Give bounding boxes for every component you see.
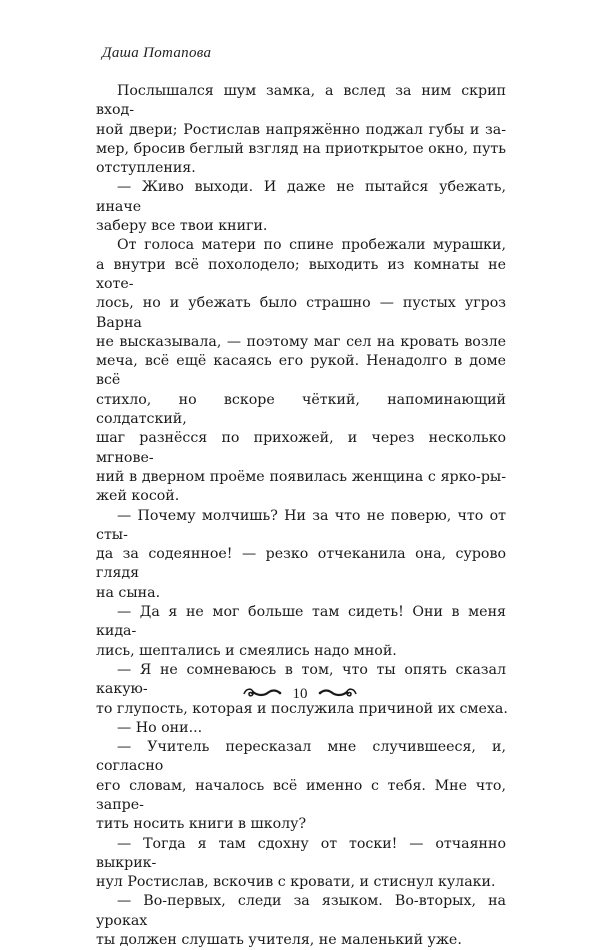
text-line: лось, но и убежать было страшно — пустых угроз Варна: [96, 295, 506, 331]
text-line: — Живо выходи. И даже не пытайся убежать, иначе: [96, 179, 506, 215]
text-line: тить носить книги в школу?: [96, 816, 307, 833]
text-line: — Тогда я там сдохну от тоски! — отчаянно выкрик-: [96, 835, 506, 871]
text-line: — Но они...: [117, 719, 203, 736]
text-line: — Во-первых, следи за языком. Во-вторых, на уроках: [96, 893, 506, 929]
page-footer: [0, 684, 600, 703]
paragraph: [96, 892, 506, 950]
text-line: да за содеянное! — резко отчеканила она, сурово глядя: [96, 546, 506, 582]
running-head: Даша Потапова: [102, 45, 212, 61]
text-line: ты должен слушать учителя, не маленький уже.: [96, 932, 462, 949]
text-line: лись, шептались и смеялись надо мной.: [96, 642, 397, 659]
text-line: мер, бросив беглый взгляд на приоткрытое окно, путь: [96, 140, 506, 157]
text-line: то глупость, которая и послужила причиной их смеха.: [96, 700, 508, 717]
swirl-ornament-icon: [242, 685, 282, 703]
text-line: Послышался шум замка, а вслед за ним скрип вход-: [96, 83, 506, 119]
text-line: а внутри всё похолодело; выходить из комнаты не хоте-: [96, 256, 506, 292]
paragraph: [96, 236, 506, 506]
text-line: — Да я не мог больше там сидеть! Они в меня кида-: [96, 604, 506, 640]
paragraph: [96, 603, 506, 661]
text-line: ной двери; Ростислав напряжённо поджал губы и за-: [96, 121, 506, 138]
paragraph: [96, 178, 506, 236]
text-line: — Учитель пересказал мне случившееся, и, согласно: [96, 739, 506, 775]
text-line: — Почему молчишь? Ни за что не поверю, что от сты-: [96, 507, 506, 543]
text-line: отступления.: [96, 160, 196, 177]
text-line: на сына.: [96, 584, 161, 601]
paragraph: [96, 82, 506, 178]
text-line: стихло, но вскоре чёткий, напоминающий солдатский,: [96, 391, 506, 428]
body-text: [96, 82, 506, 950]
text-line: его словам, началось всё именно с тебя. Мне что, запре-: [96, 777, 506, 813]
paragraph: [96, 507, 506, 603]
text-line: меча, всё ещё касаясь его рукой. Ненадолго в доме всё: [96, 353, 506, 389]
text-line: шаг разнёсся по прихожей, и через несколько мгнове-: [96, 430, 506, 466]
paragraph: [96, 835, 506, 893]
text-line: — Я не сомневаюсь в том, что ты опять сказал какую-: [96, 661, 506, 698]
text-line: нул Ростислав, вскочив с кровати, и стиснул кулаки.: [96, 874, 496, 891]
text-line: От голоса матери по спине пробежали мурашки,: [117, 237, 506, 254]
swirl-ornament-icon: [318, 685, 358, 703]
text-line: жей косой.: [96, 488, 180, 505]
paragraph: [96, 719, 506, 738]
text-line: заберу все твои книги.: [96, 218, 268, 235]
text-line: ний в дверном проёме появилась женщина с ярко-ры-: [96, 468, 506, 485]
paragraph: [96, 738, 506, 834]
text-line: не высказывала, — поэтому маг сел на кровать возле: [96, 333, 506, 350]
page-number: 10: [292, 685, 308, 702]
